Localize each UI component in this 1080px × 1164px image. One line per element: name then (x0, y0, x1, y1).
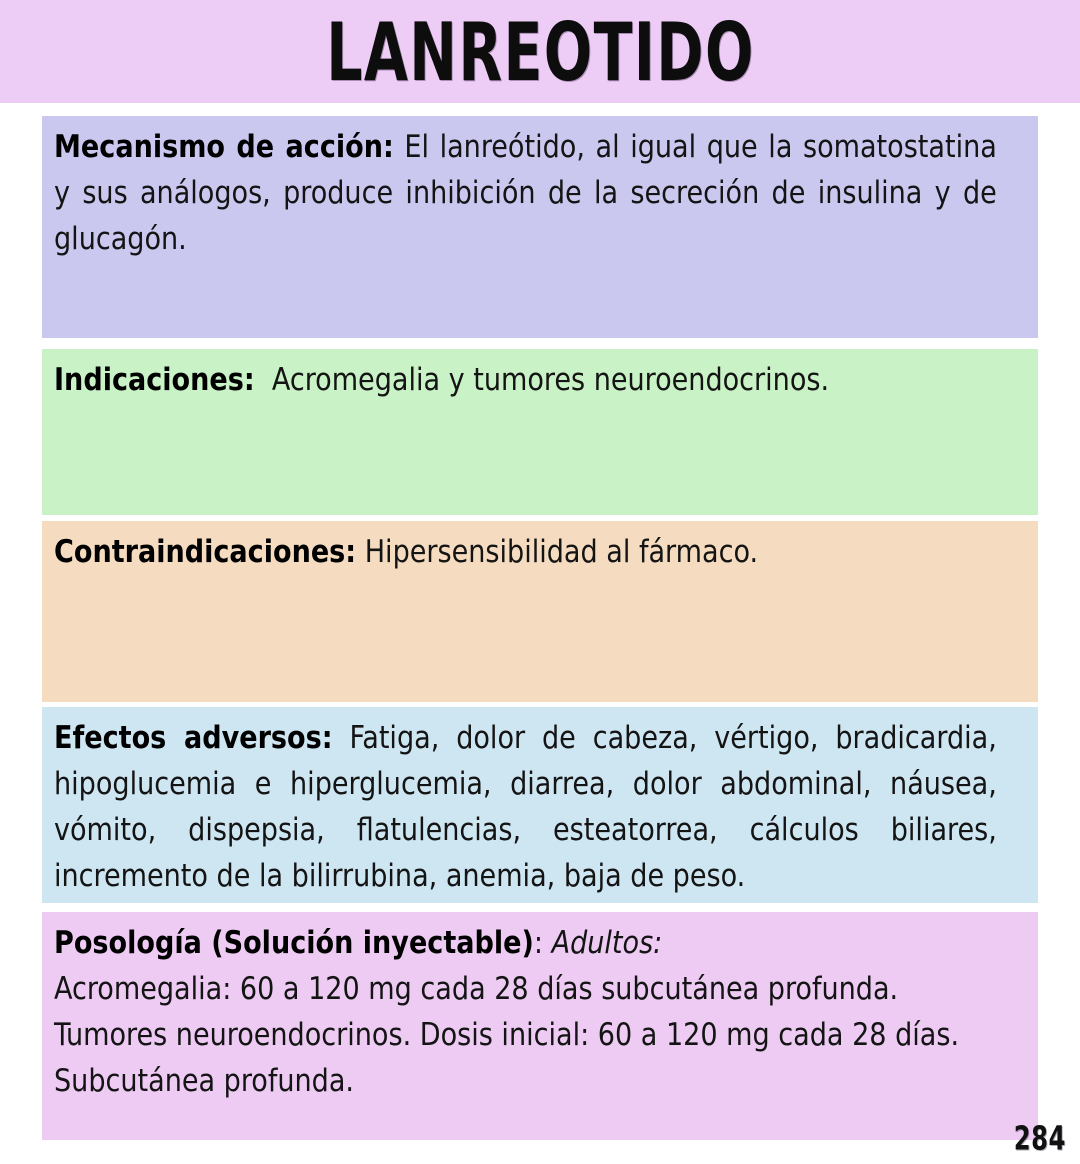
section-body (54, 124, 997, 262)
section-body (54, 529, 997, 575)
section-indicaciones (42, 349, 1038, 515)
section-mecanismo-de-accion (42, 116, 1038, 338)
section-text: Fatiga, dolor de cabeza, vértigo, bradicardia, hipoglucemia e hiperglucemia, diarrea, dolor abdominal, náusea, vómito, dispepsia, flatulencias, esteatorrea, cálculos biliares, incremento de la bilirrubina, anemia, baja de peso. (54, 720, 997, 894)
section-text: Hipersensibilidad al fármaco. (364, 534, 759, 570)
posologia-line-1: Acromegalia: 60 a 120 mg cada 28 días subcutánea profunda. (54, 971, 899, 1007)
section-text: Acromegalia y tumores neuroendocrinos. (271, 362, 830, 398)
section-label: Mecanismo de acción: (54, 129, 394, 165)
section-posologia (42, 912, 1038, 1140)
page-title: LANREOTIDO (325, 4, 755, 99)
section-contraindicaciones (42, 521, 1038, 702)
section-text: El lanreótido, al igual que la somatostatina y sus análogos, produce inhibición de la secreción de insulina y de glucagón. (54, 129, 997, 257)
section-body (54, 920, 997, 1104)
section-label-suffix: : (533, 925, 543, 961)
section-label: Indicaciones: (54, 362, 255, 398)
section-efectos-adversos (42, 707, 1038, 903)
section-body (54, 357, 997, 403)
page-number: 284 (1013, 1119, 1066, 1159)
section-body (54, 715, 997, 899)
page-header-band (0, 0, 1080, 103)
section-label: Contraindicaciones: (54, 534, 357, 570)
section-label: Posología (Solución inyectable) (54, 925, 534, 961)
section-subject: Adultos: (551, 925, 663, 961)
section-label: Efectos adversos: (54, 720, 333, 756)
posologia-line-2: Tumores neuroendocrinos. Dosis inicial: 60 a 120 mg cada 28 días. Subcutánea profunda. (54, 1017, 960, 1099)
